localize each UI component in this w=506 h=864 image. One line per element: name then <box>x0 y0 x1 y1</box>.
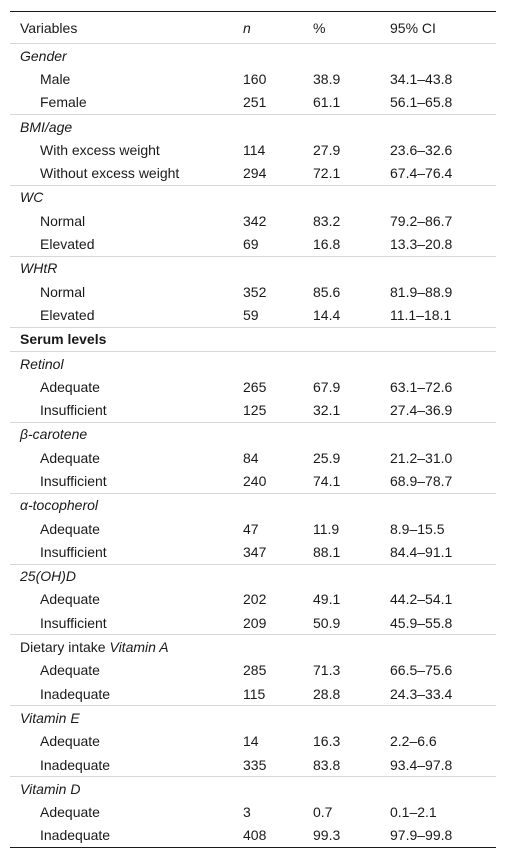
group-row-wc <box>10 185 496 209</box>
table-row <box>10 753 496 777</box>
header-row <box>10 12 496 44</box>
row-label: With excess weight <box>40 141 160 158</box>
table-row <box>10 280 496 303</box>
cell-percent: 28.8 <box>313 685 341 702</box>
cell-n: 209 <box>243 614 267 631</box>
group-title: β-carotene <box>10 422 496 446</box>
row-label: Inadequate <box>40 685 111 702</box>
row-label: Adequate <box>40 449 100 466</box>
cell-n: 294 <box>243 165 267 182</box>
cell-percent: 11.9 <box>313 520 340 537</box>
table-row <box>10 540 496 564</box>
row-label: Normal <box>40 212 86 229</box>
row-label: Insufficient <box>40 543 107 560</box>
cell-percent: 16.8 <box>313 236 341 253</box>
group-title: Vitamin E <box>10 706 496 730</box>
group-title: WC <box>10 185 496 209</box>
cell-ci: 27.4–36.9 <box>390 402 453 419</box>
cell-n: 240 <box>243 472 267 489</box>
cell-percent: 67.9 <box>313 378 341 395</box>
table-row <box>10 730 496 753</box>
table-row <box>10 682 496 706</box>
table-row <box>10 138 496 161</box>
group-title: WHtR <box>10 256 496 280</box>
row-label: Insufficient <box>40 614 107 631</box>
row-label: Normal <box>40 283 86 300</box>
table-row <box>10 588 496 611</box>
group-row-beta-carotene <box>10 422 496 446</box>
cell-n: 84 <box>243 449 259 466</box>
row-label: Female <box>40 94 87 111</box>
row-label: Insufficient <box>40 472 107 489</box>
group-title: Vitamin D <box>10 777 496 801</box>
row-label: Adequate <box>40 804 100 821</box>
cell-percent: 16.3 <box>313 733 341 750</box>
cell-percent: 14.4 <box>313 306 341 323</box>
group-row-retinol <box>10 351 496 375</box>
cell-ci: 2.2–6.6 <box>390 733 437 750</box>
table-row <box>10 659 496 682</box>
row-label: Inadequate <box>10 824 233 848</box>
row-label: Adequate <box>40 733 100 750</box>
cell-percent: 38.9 <box>313 70 341 87</box>
cell-n: 115 <box>243 685 266 702</box>
table-row <box>10 517 496 540</box>
cell-percent: 74.1 <box>313 472 341 489</box>
row-label: Adequate <box>40 378 100 395</box>
table-body <box>10 44 496 848</box>
table-row <box>10 232 496 256</box>
cell-percent: 25.9 <box>313 449 341 466</box>
group-row-vitamin-e <box>10 706 496 730</box>
table-row <box>10 375 496 398</box>
table-row <box>10 398 496 422</box>
cell-ci: 97.9–99.8 <box>380 824 496 848</box>
cell-n: 125 <box>243 402 267 419</box>
cell-percent: 0.7 <box>313 804 333 821</box>
cell-percent: 83.8 <box>313 756 341 773</box>
table-row <box>10 161 496 185</box>
cell-ci: 34.1–43.8 <box>390 70 453 87</box>
table-row <box>10 824 496 848</box>
row-label: Adequate <box>40 591 100 608</box>
table-row <box>10 801 496 824</box>
group-row-bmi-age <box>10 114 496 138</box>
table-row <box>10 469 496 493</box>
row-label: Elevated <box>40 306 95 323</box>
section-row-serum-levels <box>10 327 496 351</box>
group-title: Retinol <box>10 351 496 375</box>
cell-n: 3 <box>243 804 251 821</box>
row-label: Adequate <box>40 662 100 679</box>
row-label: Inadequate <box>40 756 111 773</box>
cell-n: 408 <box>233 824 303 848</box>
cell-n: 160 <box>243 70 267 87</box>
group-title <box>10 635 496 659</box>
cell-n: 114 <box>243 141 266 158</box>
table-row <box>10 209 496 232</box>
table-row <box>10 303 496 327</box>
cell-ci: 21.2–31.0 <box>390 449 453 466</box>
cell-percent: 85.6 <box>313 283 341 300</box>
results-table <box>10 11 496 848</box>
cell-ci: 81.9–88.9 <box>390 283 453 300</box>
cell-ci: 23.6–32.6 <box>390 141 453 158</box>
header-n: n <box>243 19 251 36</box>
cell-ci: 24.3–33.4 <box>390 685 453 702</box>
row-label: Adequate <box>40 520 100 537</box>
cell-n: 265 <box>243 378 267 395</box>
row-label: Insufficient <box>40 402 107 419</box>
group-title-italic: Vitamin A <box>109 639 169 656</box>
group-title-prefix: Dietary intake <box>20 639 106 656</box>
cell-percent: 27.9 <box>313 141 341 158</box>
table-row <box>10 446 496 469</box>
group-row-vitamin-d <box>10 777 496 801</box>
group-title: α-tocopherol <box>10 493 496 517</box>
group-row-whtr <box>10 256 496 280</box>
table-row <box>10 91 496 115</box>
cell-percent: 99.3 <box>303 824 380 848</box>
cell-n: 202 <box>243 591 267 608</box>
cell-n: 69 <box>243 236 259 253</box>
group-row-dietary-vitamin-a <box>10 635 496 659</box>
row-label: Male <box>40 70 71 87</box>
group-title: BMI/age <box>10 114 496 138</box>
row-label: Without excess weight <box>40 165 180 182</box>
cell-n: 285 <box>243 662 267 679</box>
cell-ci: 84.4–91.1 <box>390 543 453 560</box>
cell-ci: 67.4–76.4 <box>390 165 453 182</box>
cell-ci: 13.3–20.8 <box>390 236 453 253</box>
group-title: 25(OH)D <box>10 564 496 588</box>
cell-ci: 66.5–75.6 <box>390 662 453 679</box>
header-ci: 95% CI <box>390 19 436 36</box>
cell-n: 14 <box>243 733 259 750</box>
cell-percent: 71.3 <box>313 662 341 679</box>
cell-ci: 8.9–15.5 <box>390 520 445 537</box>
cell-ci: 11.1–18.1 <box>390 306 452 323</box>
cell-ci: 45.9–55.8 <box>390 614 453 631</box>
table-header <box>10 12 496 44</box>
group-title: Gender <box>10 44 496 68</box>
cell-ci: 63.1–72.6 <box>390 378 453 395</box>
cell-percent: 88.1 <box>313 543 341 560</box>
section-title: Serum levels <box>10 327 496 351</box>
results-table-container <box>10 11 496 848</box>
cell-ci: 93.4–97.8 <box>390 756 453 773</box>
cell-n: 342 <box>243 212 267 229</box>
cell-n: 251 <box>243 94 267 111</box>
cell-ci: 44.2–54.1 <box>390 591 453 608</box>
table-row <box>10 67 496 90</box>
row-label: Elevated <box>40 236 95 253</box>
cell-n: 352 <box>243 283 267 300</box>
cell-percent: 61.1 <box>313 94 341 111</box>
cell-ci: 68.9–78.7 <box>390 472 453 489</box>
cell-percent: 49.1 <box>313 591 341 608</box>
group-row-gender <box>10 44 496 68</box>
group-row-25ohd <box>10 564 496 588</box>
cell-n: 59 <box>243 306 259 323</box>
cell-percent: 32.1 <box>313 402 341 419</box>
cell-percent: 83.2 <box>313 212 341 229</box>
header-percent: % <box>313 19 326 36</box>
table-row <box>10 611 496 635</box>
header-variables: Variables <box>20 19 78 36</box>
cell-percent: 72.1 <box>313 165 341 182</box>
cell-n: 47 <box>243 520 259 537</box>
cell-ci: 0.1–2.1 <box>390 804 437 821</box>
cell-percent: 50.9 <box>313 614 341 631</box>
cell-ci: 79.2–86.7 <box>390 212 453 229</box>
cell-ci: 56.1–65.8 <box>390 94 453 111</box>
group-row-alpha-tocopherol <box>10 493 496 517</box>
cell-n: 335 <box>243 756 267 773</box>
cell-n: 347 <box>243 543 267 560</box>
